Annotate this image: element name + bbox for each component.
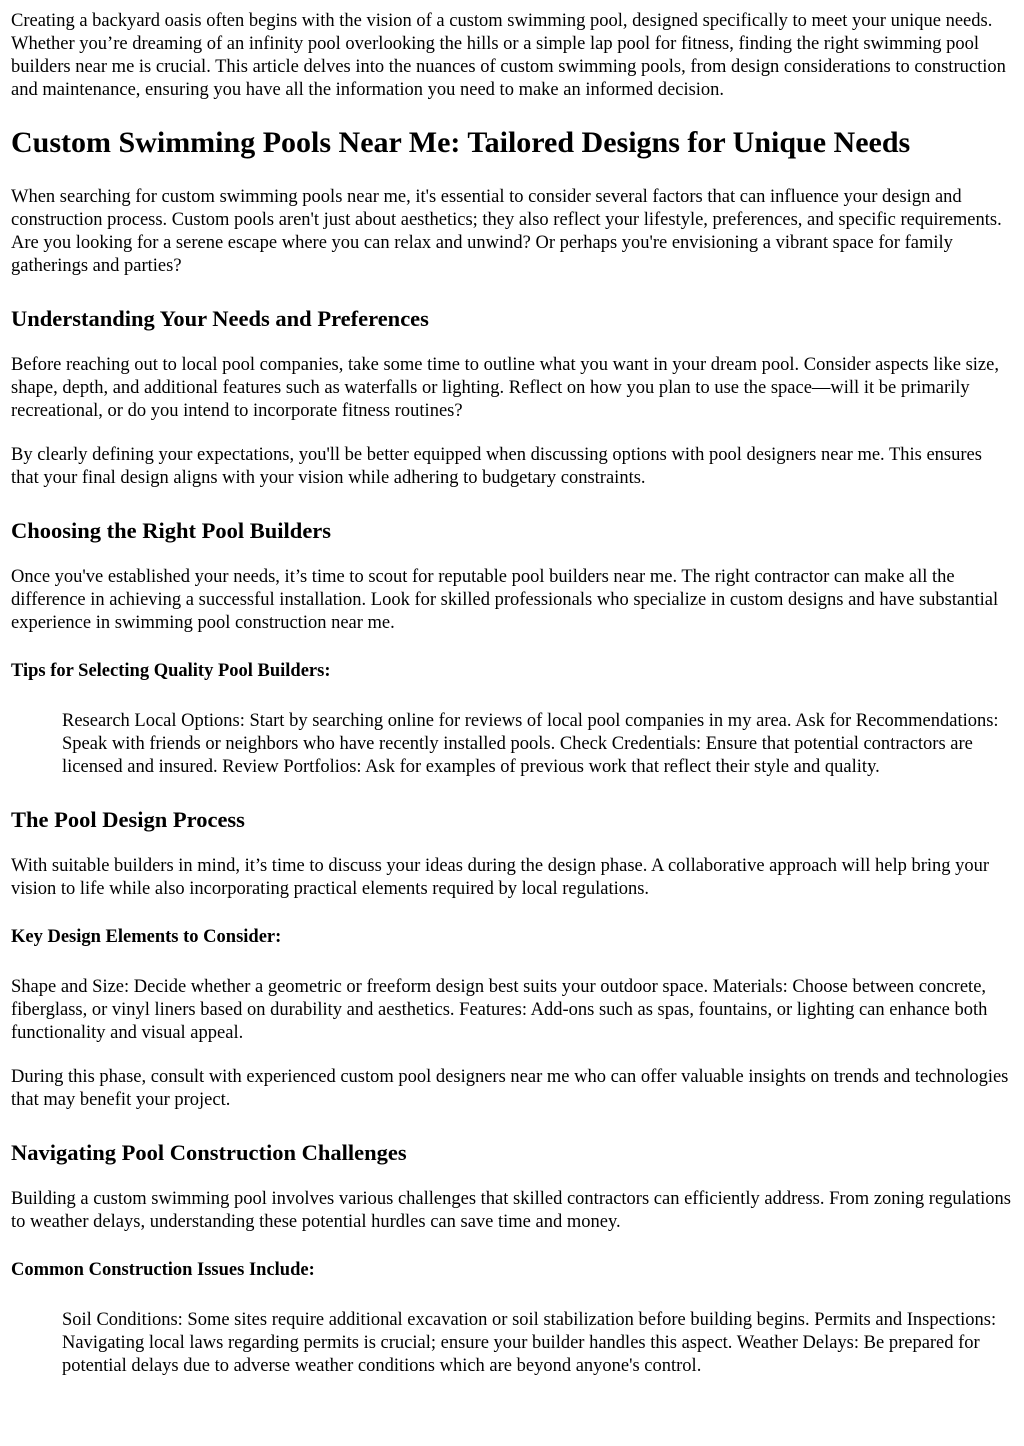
construction-issues-quote: Soil Conditions: Some sites require additional excavation or soil stabilization before building begins. Permits and Inspections: Navigating local laws regarding permits is crucial; ensure your builder handles this aspect. Weather Delays: Be prepared for potential delays due to adverse weather conditions which are beyond anyone's control. xyxy=(62,1310,997,1376)
needs-paragraph-1: Before reaching out to local pool companies, take some time to outline what you want in your dream pool. Consider aspects like size, shape, depth, and additional features such as waterfalls or lighting. Reflect on how you plan to use the space—will it be primarily recreational, or do you intend to incorporate fitness routines? xyxy=(11,355,999,421)
builders-tips-quote: Research Local Options: Start by searching online for reviews of local pool companies in my area. Ask for Recommendations: Speak with friends or neighbors who have recently installed pools. Check Credentials: Ensure that potential contractors are licensed and insured. Review Portfolios: Ask for examples of previous work that reflect their style and quality. xyxy=(62,711,999,777)
section-heading-builders: Choosing the Right Pool Builders xyxy=(11,518,332,543)
page-title: Custom Swimming Pools Near Me: Tailored Designs for Unique Needs xyxy=(11,126,911,159)
design-paragraph-3: During this phase, consult with experienced custom pool designers near me who can offer valuable insights on trends and technologies that may benefit your project. xyxy=(11,1067,1009,1110)
design-paragraph-1: With suitable builders in mind, it’s time to discuss your ideas during the design phase. A collaborative approach will help bring your vision to life while also incorporating practical elements required by local regulations. xyxy=(11,856,990,899)
section-heading-needs: Understanding Your Needs and Preferences xyxy=(11,306,429,331)
design-elements-heading: Key Design Elements to Consider: xyxy=(11,927,282,947)
section-heading-construction: Navigating Pool Construction Challenges xyxy=(11,1140,407,1165)
intro-body-paragraph: When searching for custom swimming pools near me, it's essential to consider several factors that can influence your design and construction process. Custom pools aren't just about aesthetics; they also reflect your lifestyle, preferences, and specific requirements. Are you looking for a serene escape where you can relax and unwind? Or perhaps you're envisioning a vibrant space for family gatherings and parties? xyxy=(11,187,1002,276)
builders-paragraph: Once you've established your needs, it’s time to scout for reputable pool builders near me. The right contractor can make all the difference in achieving a successful installation. Look for skilled professionals who specialize in custom designs and have substantial experience in swimming pool construction near me. xyxy=(11,567,999,633)
section-heading-design: The Pool Design Process xyxy=(11,807,245,832)
intro-paragraph: Creating a backyard oasis often begins with the vision of a custom swimming pool, designed specifically to meet your unique needs. Whether you’re dreaming of an infinity pool overlooking the hills or a simple lap pool for fitness, finding the right swimming pool builders near me is crucial. This article delves into the nuances of custom swimming pools, from design considerations to construction and maintenance, ensuring you have all the information you need to make an informed decision. xyxy=(11,11,1006,100)
construction-paragraph: Building a custom swimming pool involves various challenges that skilled contractors can efficiently address. From zoning regulations to weather delays, understanding these potential hurdles can save time and money. xyxy=(11,1189,1012,1232)
builders-tips-heading: Tips for Selecting Quality Pool Builders: xyxy=(11,661,331,681)
construction-issues-heading: Common Construction Issues Include: xyxy=(11,1260,315,1280)
needs-paragraph-2: By clearly defining your expectations, you'll be better equipped when discussing options with pool designers near me. This ensures that your final design aligns with your vision while adhering to budgetary constraints. xyxy=(11,445,982,488)
design-paragraph-2: Shape and Size: Decide whether a geometric or freeform design best suits your outdoor space. Materials: Choose between concrete, fiberglass, or vinyl liners based on durability and aesthetics. Features: Add-ons such as spas, fountains, or lighting can enhance both functionality and visual appeal. xyxy=(11,977,988,1043)
